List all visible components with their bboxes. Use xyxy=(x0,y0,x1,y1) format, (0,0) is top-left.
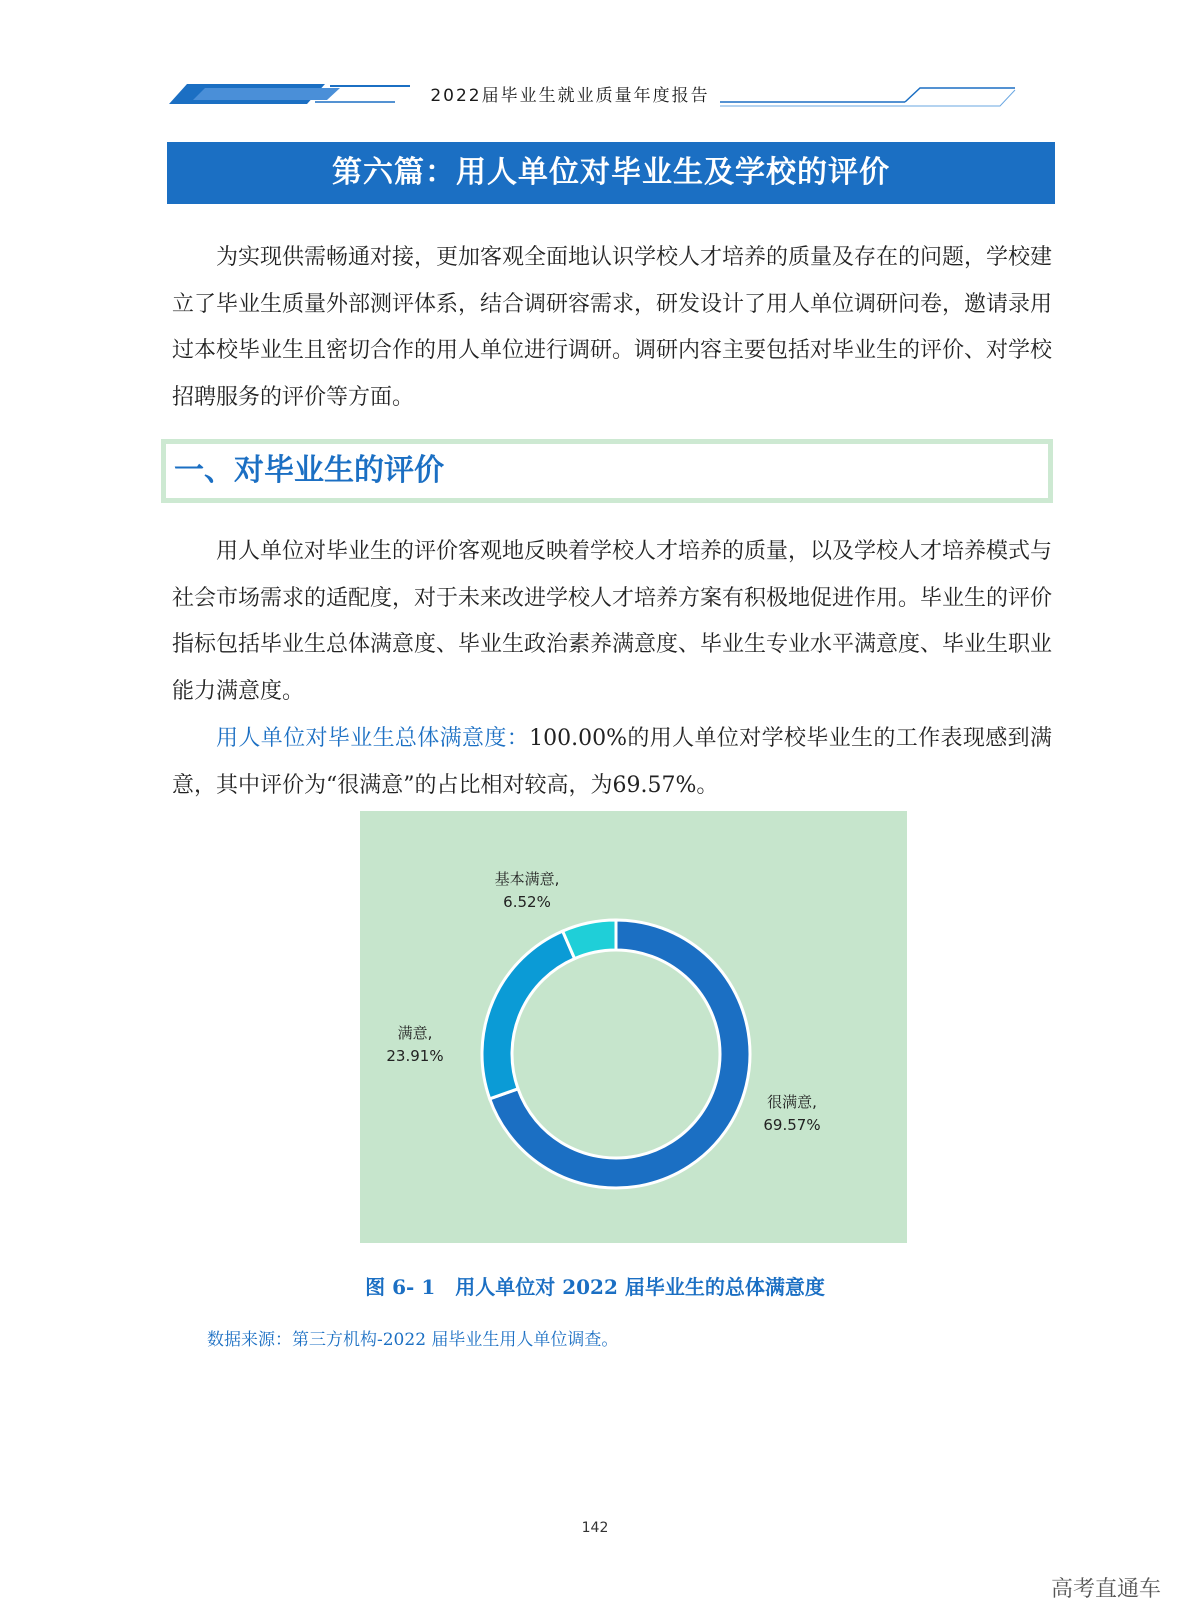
slice-value-basically-satisfied: 6.52% xyxy=(503,893,551,911)
donut-chart-panel xyxy=(360,811,907,1243)
chapter-title: 第六篇：用人单位对毕业生及学校的评价 xyxy=(167,142,1055,204)
report-header-title: 2022届毕业生就业质量年度报告 xyxy=(430,86,710,106)
watermark: 高考直通车 xyxy=(1050,1577,1161,1602)
intro-paragraph: 为实现供需畅通对接，更加客观全面地认识学校人才培养的质量及存在的问题，学校建立了毕业生质量外部测评体系，结合调研容需求，研发设计了用人单位调研问卷，邀请录用过本校毕业生且密切合作的用人单位进行调研。调研内容主要包括对毕业生的评价、对学校招聘服务的评价等方面。 xyxy=(172,245,1053,410)
slice-label-very-satisfied: 很满意, xyxy=(767,1093,817,1111)
highlight-text: 100.00%的用人单位对学校毕业生的工作表现感到满意，其中评价为“很满意”的占比相对较高，为69.57%。 xyxy=(172,726,1052,798)
data-source: 数据来源：第三方机构-2022 届毕业生用人单位调查。 xyxy=(207,1330,619,1350)
slice-basically-satisfied xyxy=(563,920,616,959)
donut-chart xyxy=(360,811,907,1243)
slice-value-satisfied: 23.91% xyxy=(386,1047,444,1065)
satisfaction-paragraph xyxy=(172,716,1052,809)
section-paragraph: 用人单位对毕业生的评价客观地反映着学校人才培养的质量，以及学校人才培养模式与社会市场需求的适配度，对于未来改进学校人才培养方案有积极地促进作用。毕业生的评价指标包括毕业生总体满意度、毕业生政治素养满意度、毕业生专业水平满意度、毕业生职业能力满意度。 xyxy=(172,539,1053,704)
slice-value-very-satisfied: 69.57% xyxy=(763,1116,821,1134)
slice-label-basically-satisfied: 基本满意, xyxy=(494,870,560,888)
figure-caption: 图 6- 1 用人单位对 2022 届毕业生的总体满意度 xyxy=(365,1275,825,1299)
section-heading-box xyxy=(161,439,1053,503)
section-title: 一、对毕业生的评价 xyxy=(174,453,444,488)
page-number: 142 xyxy=(581,1520,609,1536)
highlight-label: 用人单位对毕业生总体满意度： xyxy=(216,726,530,751)
slice-label-satisfied: 满意, xyxy=(397,1024,433,1042)
slice-satisfied xyxy=(482,931,575,1099)
